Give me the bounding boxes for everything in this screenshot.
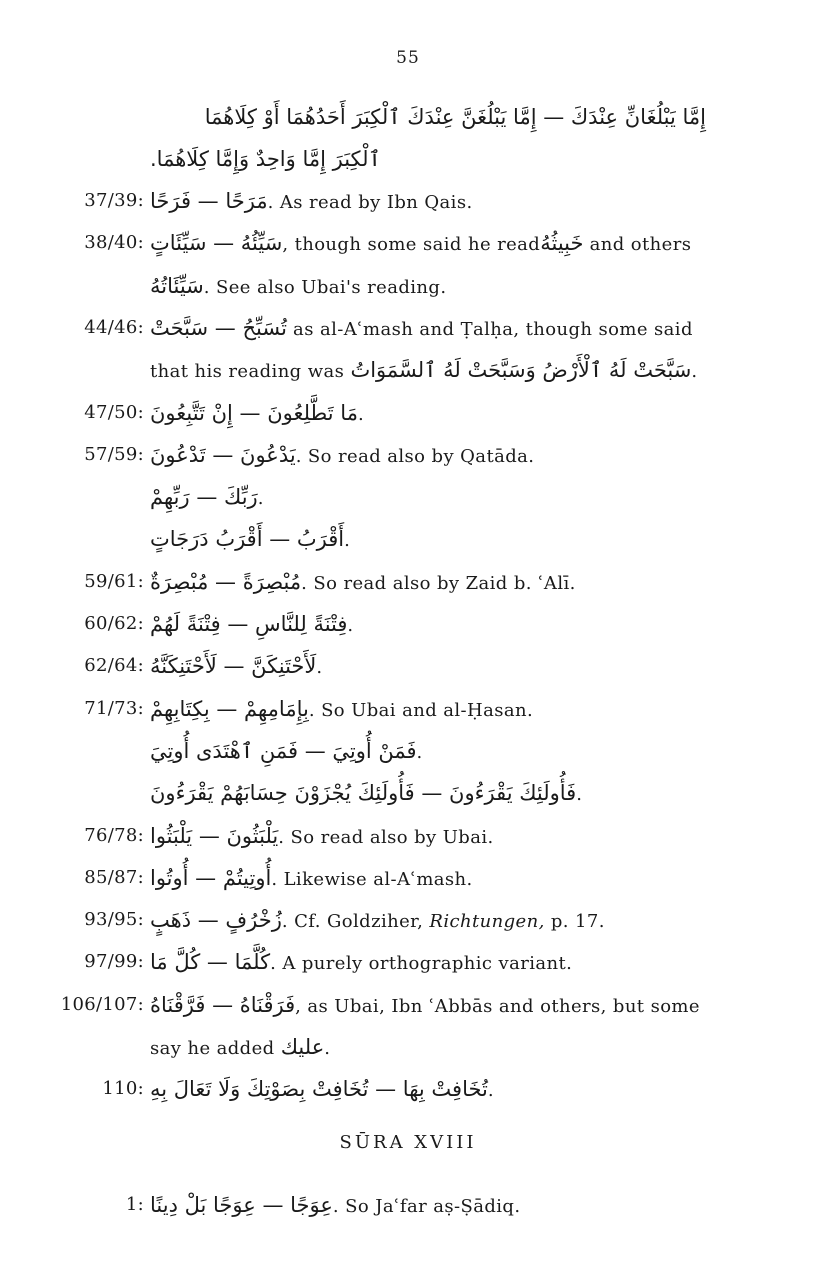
commentary-text: . Cf. Goldziher, — [281, 911, 424, 933]
variant-entry — [0, 815, 816, 857]
arabic-reading: يَدْعُونَ — تَدْعُونَ — [150, 442, 296, 467]
verse-reference: 44/46: — [84, 316, 144, 338]
entry-body — [150, 561, 576, 605]
arabic-reading: زُخْرُفٍ — ذَهَبٍ — [150, 908, 282, 933]
entry-continuation-line — [0, 349, 816, 391]
commentary-text: . — [576, 784, 583, 806]
commentary-text: . So read also by Ubai. — [278, 826, 494, 848]
entry-body — [150, 899, 605, 943]
commentary-text: , though some said he read — [282, 234, 541, 256]
entry-continuation-line — [0, 1026, 816, 1068]
entry-body — [150, 222, 691, 266]
verse-reference: 60/62: — [84, 613, 144, 634]
commentary-text: . So read also by Zaid b. ʿAlī. — [301, 572, 576, 594]
commentary-text: . See also Ubai's reading. — [203, 276, 447, 298]
arabic-reading: خَبِيثُهُ — [540, 231, 584, 256]
verse-reference: 71/73: — [84, 697, 144, 719]
commentary-text: . As read by Ibn Qais. — [267, 192, 473, 213]
verse-reference: 76/78: — [84, 824, 144, 846]
entry-body — [150, 1068, 494, 1112]
entry-body — [150, 392, 364, 436]
arabic-text: إِمَّا يَبْلُغَانِّ عِنْدَكَ — إِمَّا يَبْلُغَنَّ عِنْدَكَ ٱلْكِبَرَ أَحَدُهُمَا أَوْ كِلَاهُمَا — [204, 105, 706, 129]
entry-body — [150, 772, 582, 816]
commentary-text: . — [324, 1038, 331, 1059]
verse-reference: 110: — [102, 1078, 144, 1100]
verse-reference: 1: — [125, 1194, 144, 1215]
entry-body — [150, 603, 354, 647]
entry-body — [150, 518, 350, 562]
entry-body — [150, 645, 323, 689]
arabic-reading: رَبِّكَ — رَبِّهِمْ — [150, 485, 258, 510]
arabic-reading: فَرَقْنَاهُ — فَرَّقْنَاهُ — [150, 992, 296, 1017]
commentary-text: say he added — [150, 1038, 281, 1059]
commentary-text: . — [347, 615, 354, 636]
arabic-reading: فَأُولَئِكَ يَقْرَءُونَ — فَأُولَئِكَ يُجْزَوْنَ حِسَابَهُمْ يَقْرَءُونَ — [150, 781, 577, 806]
variant-entry — [0, 561, 816, 603]
entry-body — [150, 688, 533, 732]
verse-reference: 38/40: — [84, 232, 144, 254]
verse-reference: 106/107: — [60, 993, 144, 1015]
commentary-text: . — [257, 488, 264, 510]
commentary-text: , as Ubai, Ibn ʿAbbās and others, but some — [295, 995, 700, 1017]
commentary-text: as al-Aʿmash and Ṭalḥa, though some said — [286, 318, 693, 340]
commentary-text: p. 17. — [544, 911, 605, 933]
arabic-reading: عِوَجًا — عِوَجًا بَلْ دِينًا — [150, 1193, 333, 1217]
commentary-text: . Likewise al-Aʿmash. — [271, 868, 473, 890]
verse-reference: 57/59: — [84, 443, 144, 465]
arabic-reading: سَبَّحَتْ لَهُ ٱلْأَرْضُ وَسَبَّحَتْ لَهُ ٱلسَّمَوَاتُ — [350, 358, 692, 383]
variant-entry — [0, 1068, 816, 1110]
entry-body — [150, 941, 572, 985]
commentary-text: . A purely orthographic variant. — [270, 953, 573, 975]
arabic-reading: كُلَّمَا — كُلَّ مَا — [150, 950, 271, 975]
variant-entry — [0, 307, 816, 349]
variant-entry — [0, 392, 816, 434]
commentary-text: . — [416, 741, 423, 763]
arabic-reading: تُسَبِّحُ — سَبَّحَتْ — [150, 315, 287, 340]
entry-body — [150, 1184, 520, 1228]
entry-body — [150, 265, 446, 309]
entry-continuation-line — [0, 730, 816, 772]
verse-reference: 47/50: — [84, 401, 144, 423]
arabic-reading: سَيِّئَاتُهُ — [150, 273, 204, 298]
arabic-reading: أَقْرَبُ — أَقْرَبُ دَرَجَاتٍ — [150, 527, 345, 552]
variant-entry — [0, 899, 816, 941]
verse-reference: 85/87: — [84, 866, 144, 888]
entry-continuation-line — [0, 772, 816, 814]
verse-reference: 97/99: — [84, 951, 144, 973]
entry-body — [150, 984, 700, 1028]
entry-body — [150, 476, 264, 520]
commentary-text: . — [344, 530, 351, 552]
variant-entry — [0, 434, 816, 476]
verse-reference: 93/95: — [84, 909, 144, 931]
arabic-reading: مَا تَطَّلِعُونَ — إِنْ تَتَّبِعُونَ — [150, 400, 358, 425]
arabic-reading: أُوتِيتُمْ — أُوتُوا — [150, 865, 272, 890]
arabic-reading: مُبْصِرَةً — مُبْصِرَةٌ — [150, 569, 302, 594]
entry-body — [150, 434, 534, 478]
arabic-text: ٱلْكِبَرَ إِمَّا وَاحِدٌ وَإِمَّا كِلَاهُمَا. — [150, 147, 381, 171]
commentary-text: . — [487, 1080, 494, 1102]
page-number: 55 — [396, 48, 420, 68]
entry-body — [150, 730, 423, 774]
verse-reference: 37/39: — [84, 190, 144, 211]
variant-entry — [0, 984, 816, 1026]
variant-entry — [0, 941, 816, 983]
commentary-text: . — [691, 361, 698, 383]
variant-entry — [0, 857, 816, 899]
arabic-reading: عليك — [280, 1035, 325, 1059]
variant-entry — [0, 180, 816, 222]
arabic-reading: تُخَافِتْ بِهَا — تُخَافِتْ بِصَوْتِكَ وَلَا تَعَالَ بِهِ — [150, 1077, 488, 1102]
entry-body — [150, 857, 473, 901]
entry-continuation-line — [0, 265, 816, 307]
entry-body — [150, 180, 473, 224]
variant-entry — [0, 222, 816, 264]
arabic-reading: بِإِمَامِهِمْ — بِكِتَابِهِمْ — [150, 696, 309, 721]
continuation-line — [0, 138, 816, 180]
variant-entry — [0, 688, 816, 730]
entry-body — [150, 1026, 330, 1070]
continuation-line — [0, 96, 816, 138]
arabic-reading: فَمَنْ أُوتِيَ — فَمَنِ ٱهْتَدَى أُوتِيَ — [150, 738, 417, 763]
arabic-reading: يَلْبَثُونَ — يَلْبَثُوا — [150, 823, 279, 848]
commentary-text: and others — [583, 234, 692, 256]
commentary-text: that his reading was — [150, 361, 351, 383]
entry-body — [150, 815, 494, 859]
arabic-reading: مَرَحًا — فَرَحًا — [150, 189, 268, 213]
commentary-text: . So Ubai and al-Ḥasan. — [308, 699, 534, 721]
variant-entry — [0, 1184, 816, 1226]
arabic-reading: فِتْنَةً لِلنَّاسِ — فِتْنَةً لَهُمْ — [150, 612, 348, 636]
commentary-text: . So read also by Qatāda. — [295, 445, 535, 467]
arabic-reading: سَيِّئُهُ — سَيِّئَاتٍ — [150, 231, 283, 256]
cited-work-title: Richtungen, — [423, 911, 545, 933]
commentary-text: . So Jaʿfar aṣ-Ṣādiq. — [332, 1196, 521, 1217]
verse-reference: 59/61: — [84, 570, 144, 592]
variant-entry — [0, 603, 816, 645]
entry-continuation-line — [0, 476, 816, 518]
sura-heading: SŪRA XVIII — [339, 1132, 477, 1153]
verse-reference: 62/64: — [84, 655, 144, 677]
entry-body — [150, 349, 697, 393]
entry-continuation-line — [0, 518, 816, 560]
entry-body — [150, 307, 693, 351]
commentary-text: . — [357, 403, 365, 425]
commentary-text: . — [316, 657, 323, 679]
arabic-reading: لَأَحْتَنِكَنَّ — لَأَحْتَنِكَنَّهُ — [150, 654, 317, 679]
variant-entry — [0, 645, 816, 687]
